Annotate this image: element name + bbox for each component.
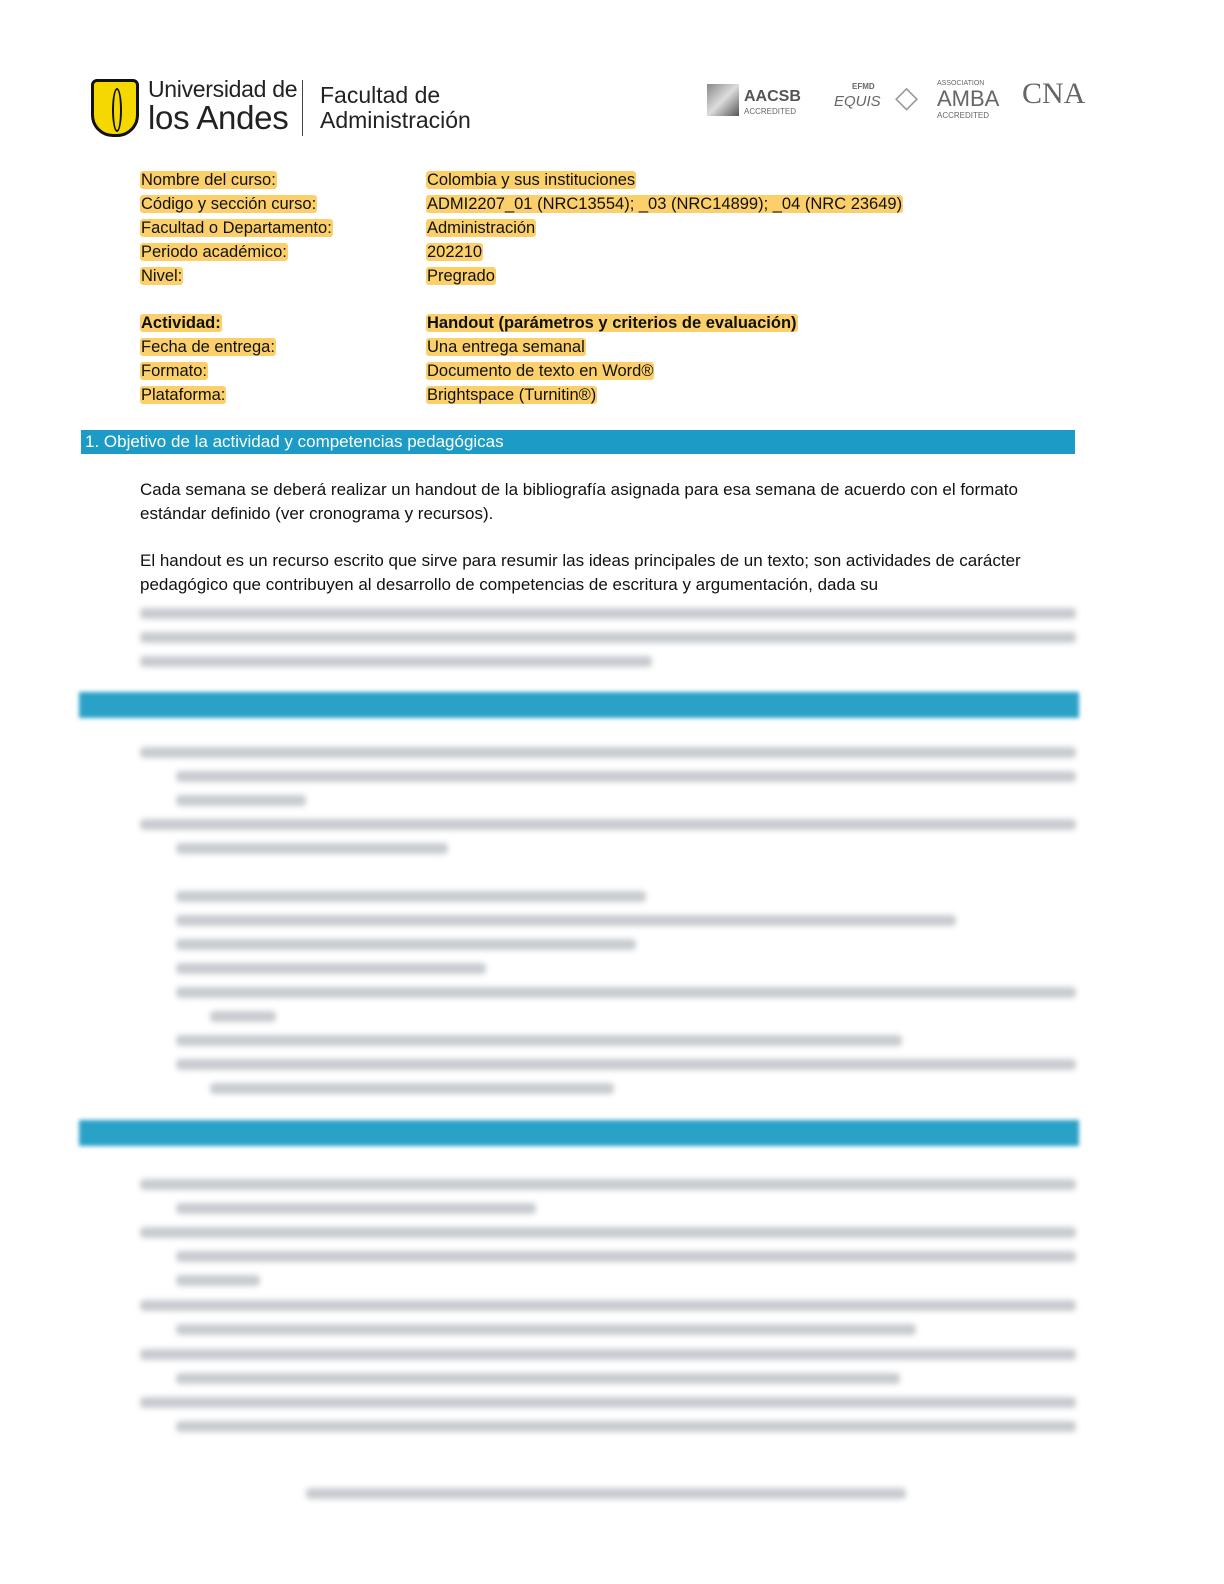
blurred-text-line	[140, 1300, 1076, 1311]
faculty-line1: Facultad de	[320, 82, 441, 108]
info-row-label	[140, 264, 183, 288]
amba-sub: ACCREDITED	[937, 111, 990, 120]
section-1-paragraph-2: El handout es un recurso escrito que sirve para resumir las ideas principales de un texto; son actividades de carácter pedagógico que contribuyen al desarrollo de competencias de escritura y argumentación, dada su	[140, 551, 1021, 594]
blurred-text-line	[176, 1251, 1076, 1262]
info-value: ADMI2207_01 (NRC13554); _03 (NRC14899); _04 (NRC 23649)	[427, 195, 903, 213]
info-label: Periodo académico:	[141, 243, 287, 261]
logo-divider	[302, 80, 303, 136]
blurred-text-line	[176, 1421, 1076, 1432]
blurred-text-line	[140, 1349, 1076, 1360]
info-row-label	[140, 168, 277, 192]
info-value: 202210	[427, 243, 483, 261]
info-label: Código y sección curso:	[141, 195, 317, 213]
blurred-text-line	[140, 656, 652, 667]
info-row-label	[140, 192, 317, 216]
equis-name: EQUIS	[834, 93, 881, 110]
university-shield-logo	[91, 79, 139, 137]
info-row-value	[426, 359, 654, 383]
blurred-text-line	[140, 1179, 1076, 1190]
info-value: Colombia y sus instituciones	[427, 171, 636, 189]
blurred-text-line	[176, 915, 956, 926]
info-label: Formato:	[141, 362, 208, 380]
university-line2: los Andes	[148, 99, 289, 136]
blurred-text-line	[176, 795, 306, 806]
aacsb-sub: ACCREDITED	[744, 107, 797, 116]
equis-efmd: EFMD	[852, 82, 875, 91]
info-label: Nivel:	[141, 267, 183, 285]
faculty-line2: Administración	[320, 107, 471, 133]
info-row-value	[426, 383, 597, 407]
blurred-text-line	[176, 1373, 900, 1384]
amba-name: AMBA	[937, 86, 1000, 111]
section-1-paragraph-1: Cada semana se deberá realizar un handout de la bibliografía asignada para esa semana de acuerdo con el formato estándar definido (ver cronograma y recursos).	[140, 480, 1018, 523]
info-row-value	[426, 240, 483, 264]
info-label: Nombre del curso:	[141, 171, 276, 189]
blurred-text-line	[140, 632, 1076, 643]
blurred-text-line	[176, 771, 1076, 782]
blurred-text-line	[176, 1059, 1076, 1070]
section-1-body	[140, 478, 1080, 620]
info-row-label	[140, 311, 222, 335]
section-1-header	[81, 430, 1075, 454]
info-row-value	[426, 192, 903, 216]
info-row-label	[140, 359, 208, 383]
info-row-value	[426, 335, 586, 359]
blurred-section-header	[79, 692, 1079, 718]
blurred-section-header	[79, 1120, 1079, 1146]
blurred-text-line	[176, 843, 448, 854]
info-row-value	[426, 216, 536, 240]
blurred-text-line	[140, 608, 1076, 619]
university-line1: Universidad de	[148, 76, 298, 102]
amba-association: ASSOCIATION	[937, 80, 985, 87]
amba-diamond-icon: ◇	[895, 81, 919, 114]
section-1-title: 1. Objetivo de la actividad y competencias pedagógicas	[85, 432, 504, 451]
blurred-text-line	[176, 1324, 916, 1335]
blurred-text-line	[176, 1203, 536, 1214]
blurred-text-line	[176, 987, 1076, 998]
blurred-text-line	[140, 747, 1076, 758]
blurred-text-line	[176, 963, 486, 974]
info-row-label	[140, 335, 276, 359]
info-label: Plataforma:	[141, 386, 226, 404]
blurred-text-line	[140, 1227, 1076, 1238]
faculty-name	[320, 83, 471, 133]
blurred-text-line	[176, 891, 646, 902]
aacsb-emblem-icon	[707, 84, 739, 116]
info-value: Una entrega semanal	[427, 338, 585, 356]
blurred-text-line	[210, 1011, 276, 1022]
info-row-label	[140, 240, 288, 264]
blurred-text-line	[306, 1488, 906, 1499]
blurred-text-line	[140, 1397, 1076, 1408]
aacsb-name: AACSB	[744, 88, 801, 105]
info-row-value	[426, 264, 496, 288]
info-label: Facultad o Departamento:	[141, 219, 332, 237]
info-value: Handout (parámetros y criterios de evaluación)	[427, 314, 797, 332]
info-row-value	[426, 311, 798, 335]
info-label: Actividad:	[141, 314, 221, 332]
info-label: Fecha de entrega:	[141, 338, 275, 356]
university-name	[148, 77, 297, 135]
info-value: Pregrado	[427, 267, 495, 285]
info-row-value	[426, 168, 636, 192]
blurred-text-line	[176, 1275, 260, 1286]
blurred-text-line	[176, 1035, 902, 1046]
cna-logo: CNA	[1022, 77, 1086, 110]
info-value: Documento de texto en Word®	[427, 362, 654, 380]
info-row-label	[140, 383, 226, 407]
blurred-text-line	[140, 819, 1076, 830]
blurred-text-line	[210, 1083, 614, 1094]
info-row-label	[140, 216, 333, 240]
info-value: Brightspace (Turnitin®)	[427, 386, 597, 404]
info-value: Administración	[427, 219, 536, 237]
blurred-text-line	[176, 939, 636, 950]
